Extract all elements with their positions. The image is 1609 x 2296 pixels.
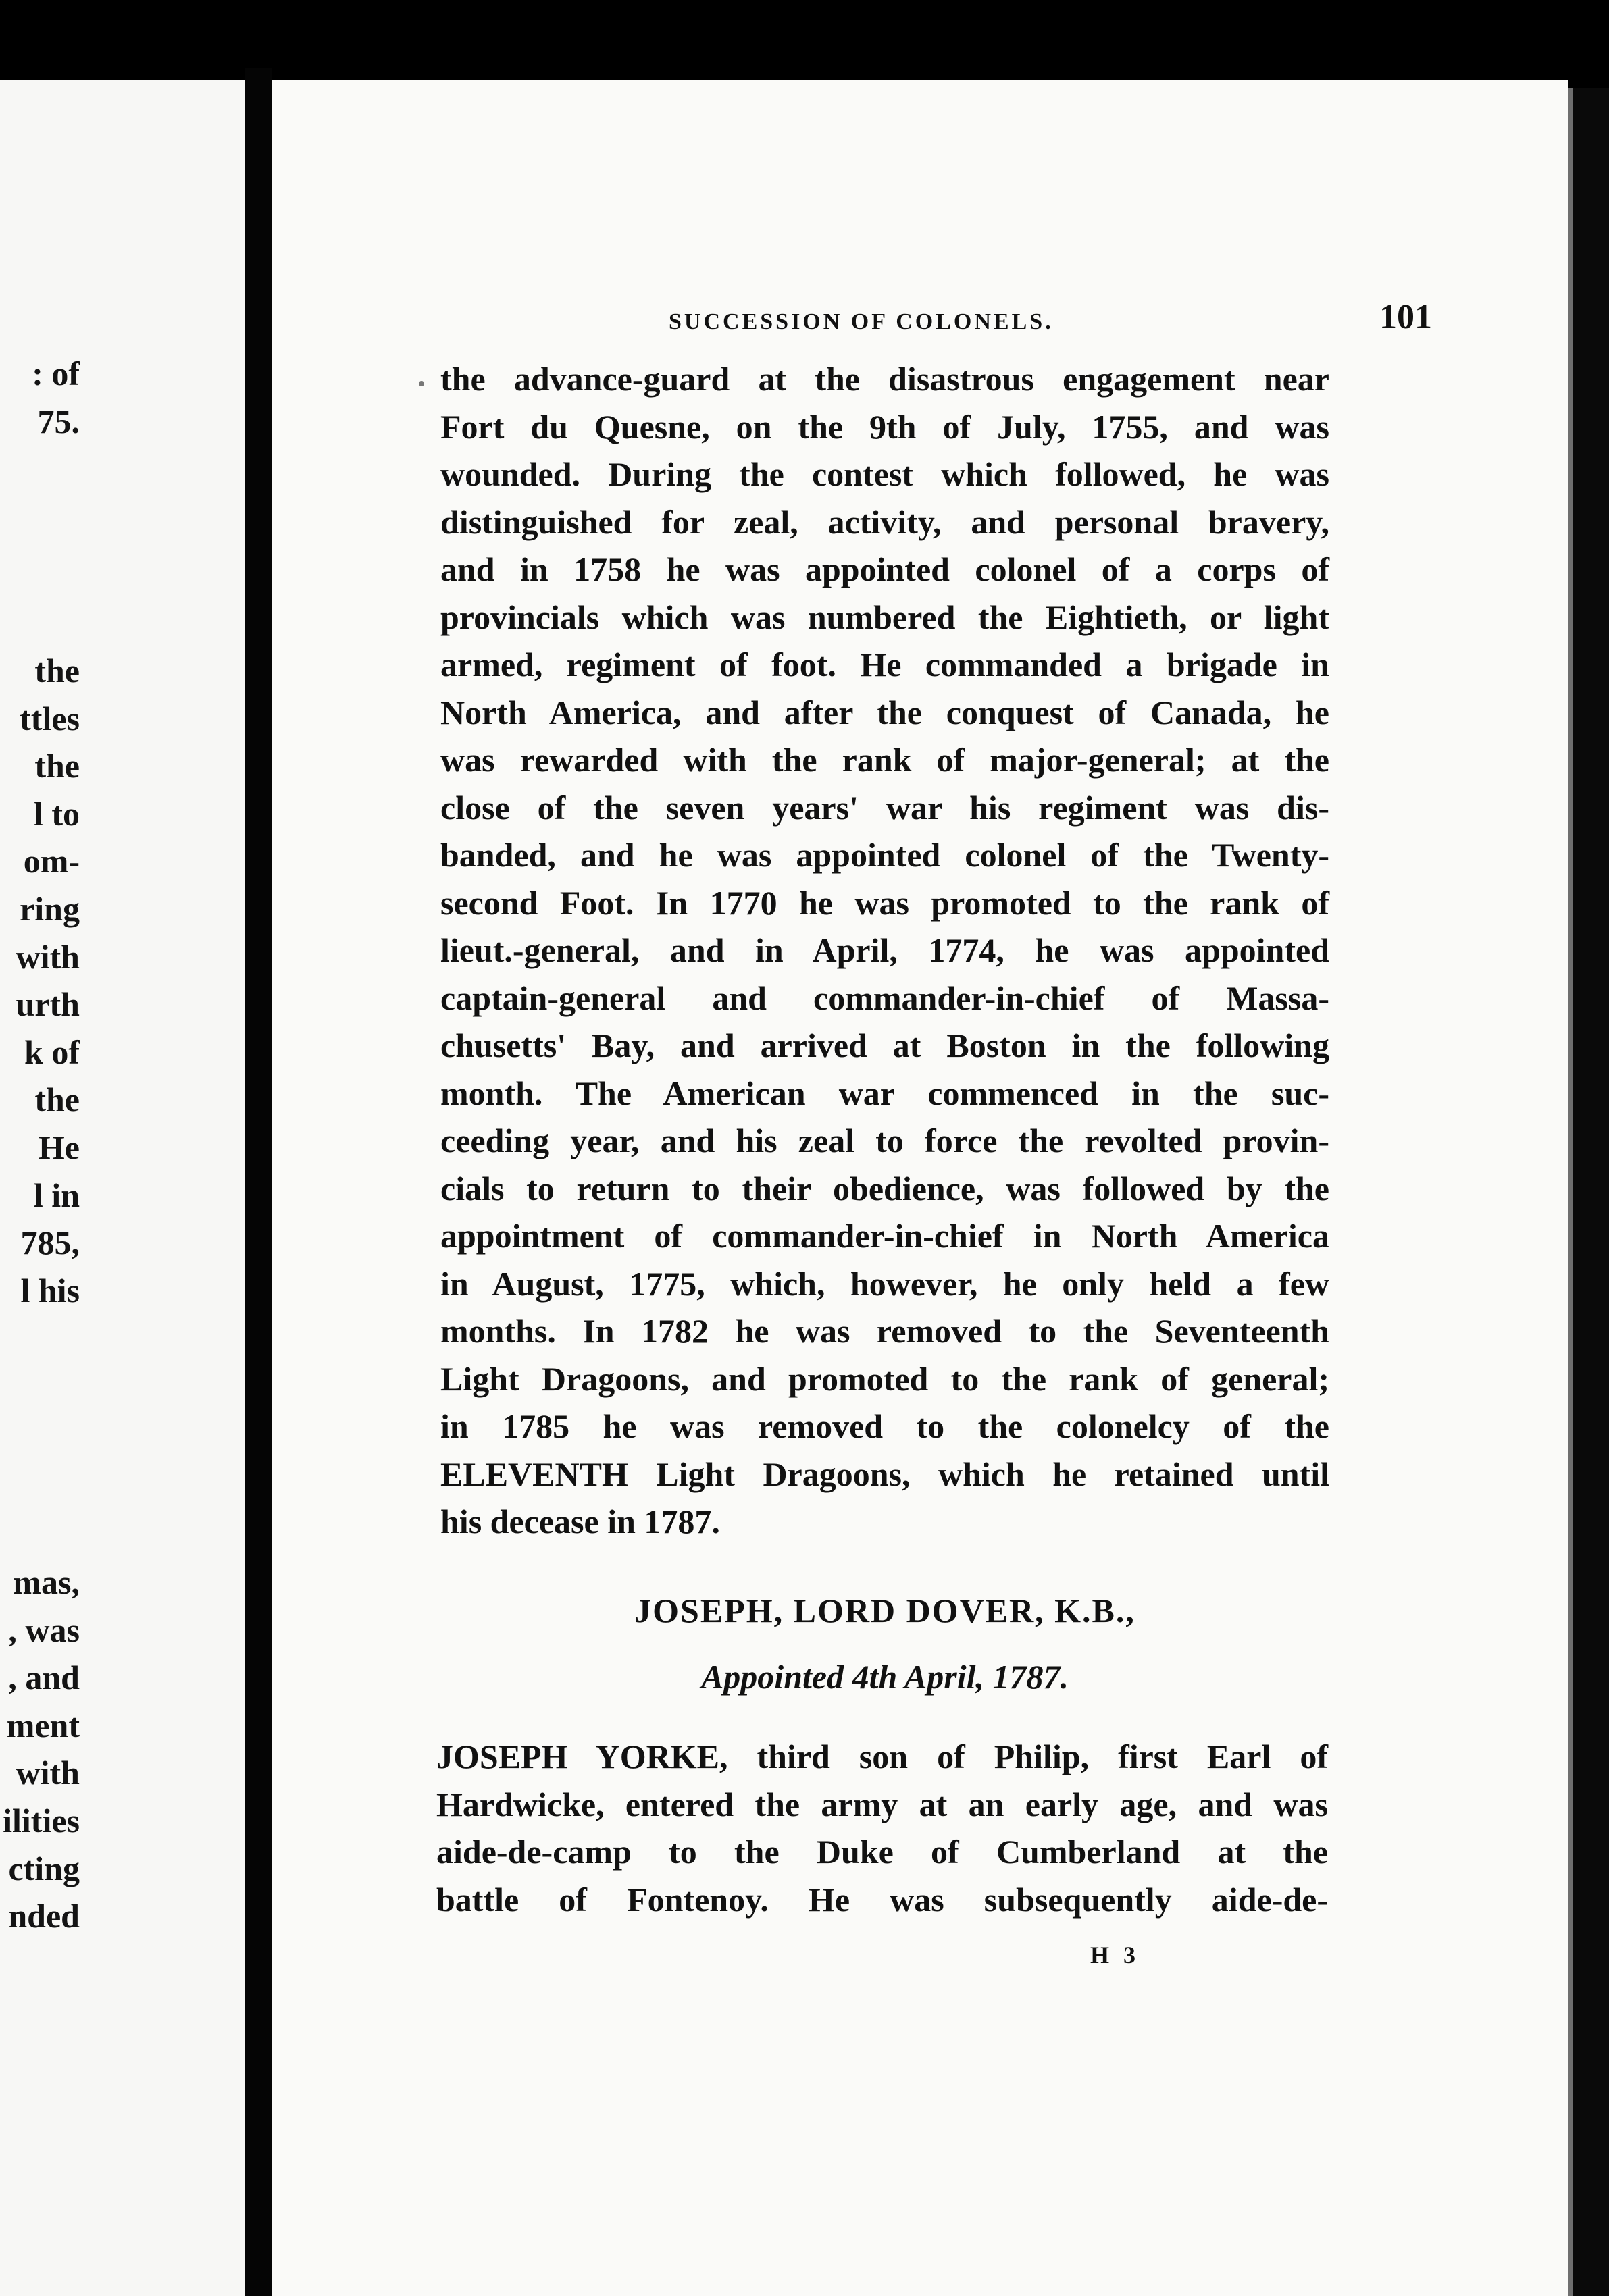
left-fragment: 75.: [37, 402, 80, 440]
text-line: JOSEPH YORKE, third son of Philip, first Earl of: [436, 1738, 1328, 1775]
left-fragment: l to: [33, 794, 80, 833]
text-line: lieut.-general, and in April, 1774, he was appointed: [440, 931, 1329, 969]
text-line: close of the seven years' war his regiment was dis-: [440, 788, 1329, 827]
left-fragment: with: [16, 937, 80, 976]
left-fragment: l his: [20, 1271, 80, 1309]
running-title: SUCCESSION OF COLONELS.: [669, 309, 1054, 334]
left-fragment: , was: [8, 1611, 80, 1649]
left-fragment: ment: [6, 1706, 80, 1744]
left-fragment: k of: [24, 1033, 80, 1071]
section-subheading: Appointed 4th April, 1787.: [700, 1658, 1069, 1696]
left-page: [0, 80, 245, 2296]
left-fragment: nded: [8, 1897, 80, 1935]
text-line: captain-general and commander-in-chief of Massa-: [440, 979, 1329, 1017]
left-page-column-bottom: [0, 1559, 80, 1940]
signature-mark: H 3: [1090, 1941, 1140, 1968]
text-line: month. The American war commenced in the suc-: [440, 1074, 1329, 1112]
text-line: Fort du Quesne, on the 9th of July, 1755, and was: [440, 407, 1329, 446]
text-line: distinguished for zeal, activity, and personal bravery,: [440, 502, 1329, 541]
text-line: months. In 1782 he was removed to the Seventeenth: [440, 1312, 1329, 1350]
paragraph-continued: [440, 355, 1329, 1546]
text-line: wounded. During the contest which followed, he was: [440, 455, 1329, 493]
text-line: Hardwicke, entered the army at an early age, and was: [436, 1785, 1328, 1823]
left-fragment: urth: [16, 985, 80, 1024]
left-fragment: cting: [8, 1849, 80, 1887]
text-line: chusetts' Bay, and arrived at Boston in the following: [440, 1026, 1329, 1064]
left-fragment: : of: [32, 355, 80, 392]
left-fragment: 785,: [20, 1224, 80, 1262]
running-head: [669, 297, 1432, 351]
left-fragment: the: [34, 1080, 80, 1119]
section-heading: JOSEPH, LORD DOVER, K.B.,: [634, 1592, 1135, 1629]
text-line: in 1785 he was removed to the colonelcy of the: [440, 1407, 1329, 1445]
left-fragment: the: [34, 747, 80, 785]
book-gutter: [245, 68, 272, 2296]
text-line: and in 1758 he was appointed colonel of a corps of: [440, 550, 1329, 588]
text-line: cials to return to their obedience, was followed by the: [440, 1169, 1329, 1207]
page-number: 101: [1379, 298, 1432, 336]
text-line: his decease in 1787.: [440, 1503, 720, 1540]
text-line: armed, regiment of foot. He commanded a brigade in: [440, 646, 1329, 683]
text-line: aide-de-camp to the Duke of Cumberland at the: [436, 1833, 1328, 1871]
left-fragment: the: [34, 652, 80, 689]
left-fragment: om-: [23, 842, 80, 881]
text-line: North America, and after the conquest of Canada, he: [440, 693, 1329, 731]
left-fragment: with: [16, 1754, 80, 1792]
text-line: second Foot. In 1770 he was promoted to the rank of: [440, 883, 1329, 922]
text-line: ceeding year, and his zeal to force the revolted provin-: [440, 1122, 1329, 1159]
left-fragment: He: [38, 1128, 80, 1166]
page-edge: [1568, 88, 1609, 2296]
ink-speck: [419, 381, 424, 386]
text-line: was rewarded with the rank of major-general; at the: [440, 741, 1329, 779]
text-line: ELEVENTH Light Dragoons, which he retained until: [440, 1455, 1329, 1493]
text-line: battle of Fontenoy. He was subsequently aide-de-: [436, 1880, 1328, 1919]
text-line: Light Dragoons, and promoted to the rank of general;: [440, 1359, 1329, 1398]
left-page-column-top: [0, 350, 80, 445]
text-line: banded, and he was appointed colonel of the Twenty-: [440, 836, 1329, 874]
text-line: the advance-guard at the disastrous engagement near: [440, 360, 1329, 398]
text-line: appointment of commander-in-chief in North America: [440, 1217, 1329, 1255]
left-fragment: ttles: [20, 699, 80, 737]
left-fragment: ring: [20, 889, 80, 928]
left-fragment: l in: [33, 1176, 80, 1214]
paragraph-new: [436, 1733, 1328, 1923]
left-fragment: mas,: [13, 1563, 80, 1601]
left-page-column-middle: [0, 647, 80, 1314]
left-fragment: ilities: [3, 1801, 80, 1840]
text-line: in August, 1775, which, however, he only held a few: [440, 1264, 1329, 1303]
left-fragment: , and: [8, 1659, 80, 1697]
right-page: [272, 80, 1568, 2296]
text-line: provincials which was numbered the Eightieth, or light: [440, 598, 1329, 636]
